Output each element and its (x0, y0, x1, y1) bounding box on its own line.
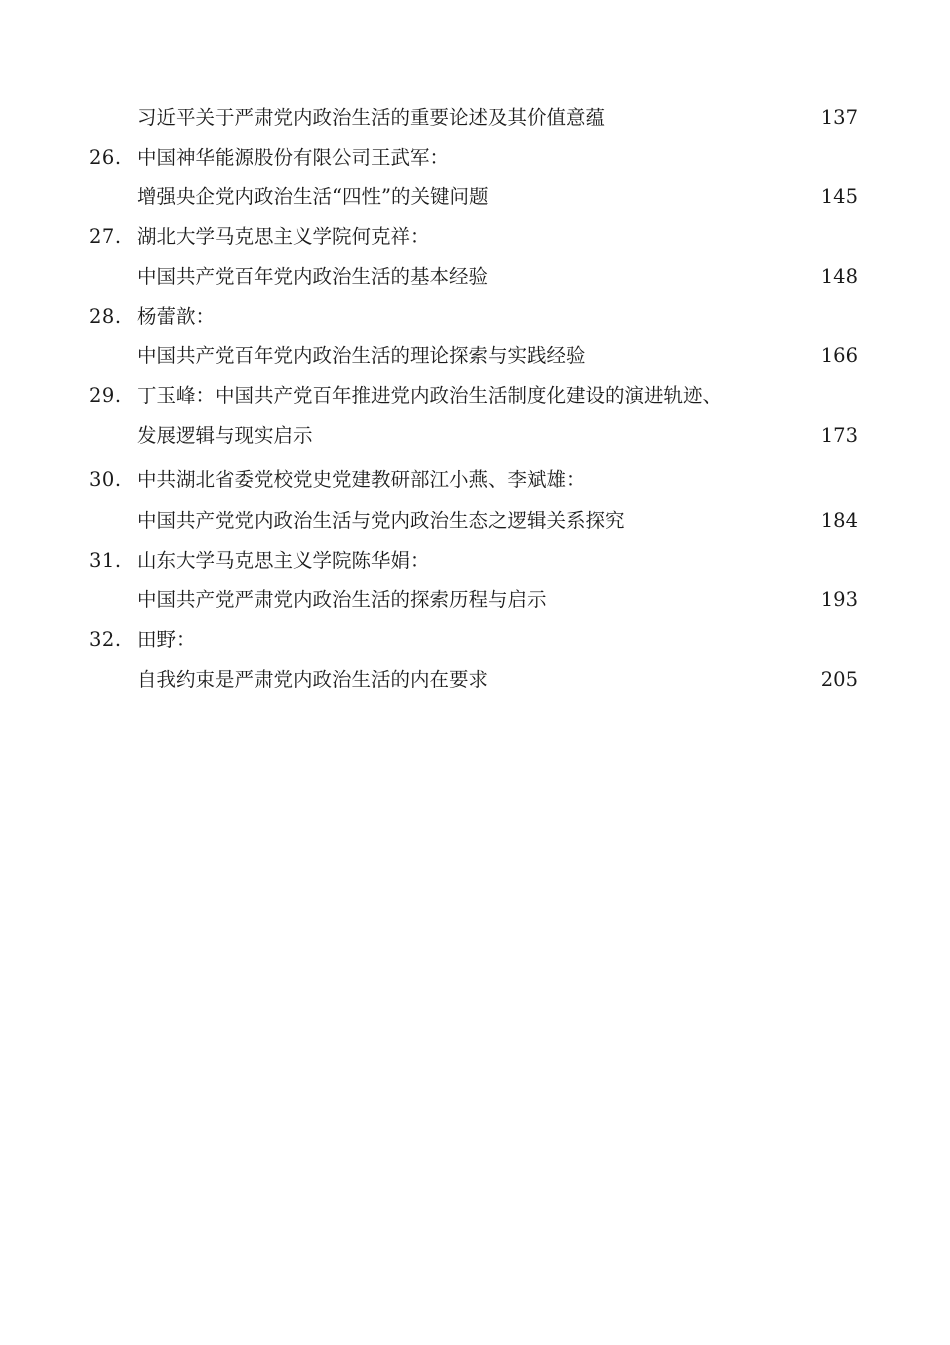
entry-number: 30. (89, 468, 122, 491)
page-number: 205 (820, 668, 858, 691)
entry-title: 自我约束是严肃党内政治生活的内在要求 (137, 668, 489, 691)
toc-line (0, 341, 950, 371)
toc-line (0, 625, 950, 655)
toc-line (0, 143, 950, 173)
entry-title: 发展逻辑与现实启示 (137, 424, 313, 447)
toc-line (0, 222, 950, 252)
entry-title: 增强央企党内政治生活“四性”的关键问题 (137, 185, 489, 208)
toc-line (0, 381, 950, 411)
toc-line (0, 665, 950, 695)
toc-line (0, 585, 950, 615)
page-number: 184 (820, 509, 858, 532)
page-number: 193 (820, 588, 858, 611)
entry-author: 中国神华能源股份有限公司王武军： (137, 146, 450, 169)
entry-author: 山东大学马克思主义学院陈华娟： (137, 549, 430, 572)
entry-author: 田野： (137, 628, 196, 651)
page-number: 137 (820, 106, 858, 129)
toc-line (0, 302, 950, 332)
toc-line (0, 262, 950, 292)
entry-title: 中国共产党党内政治生活与党内政治生态之逻辑关系探究 (137, 509, 625, 532)
entry-number: 32. (89, 628, 122, 651)
entry-number: 31. (89, 549, 122, 572)
toc-line (0, 465, 950, 495)
toc-line (0, 546, 950, 576)
entry-author: 中共湖北省委党校党史党建教研部江小燕、李斌雄： (137, 468, 586, 491)
page-number: 148 (820, 265, 858, 288)
page-number: 145 (820, 185, 858, 208)
entry-author: 杨蕾歆： (137, 305, 216, 328)
entry-number: 29. (89, 384, 122, 407)
entry-title: 习近平关于严肃党内政治生活的重要论述及其价值意蕴 (137, 106, 606, 129)
entry-number: 27. (89, 225, 122, 248)
page-number: 173 (820, 424, 858, 447)
toc-line (0, 103, 950, 133)
entry-author: 丁玉峰：中国共产党百年推进党内政治生活制度化建设的演进轨迹、 (137, 384, 723, 407)
page-number: 166 (820, 344, 858, 367)
entry-title: 中国共产党百年党内政治生活的理论探索与实践经验 (137, 344, 586, 367)
entry-number: 26. (89, 146, 122, 169)
toc-line (0, 506, 950, 536)
toc-line (0, 421, 950, 451)
entry-title: 中国共产党百年党内政治生活的基本经验 (137, 265, 489, 288)
entry-author: 湖北大学马克思主义学院何克祥： (137, 225, 430, 248)
entry-title: 中国共产党严肃党内政治生活的探索历程与启示 (137, 588, 547, 611)
entry-number: 28. (89, 305, 122, 328)
toc-line (0, 182, 950, 212)
